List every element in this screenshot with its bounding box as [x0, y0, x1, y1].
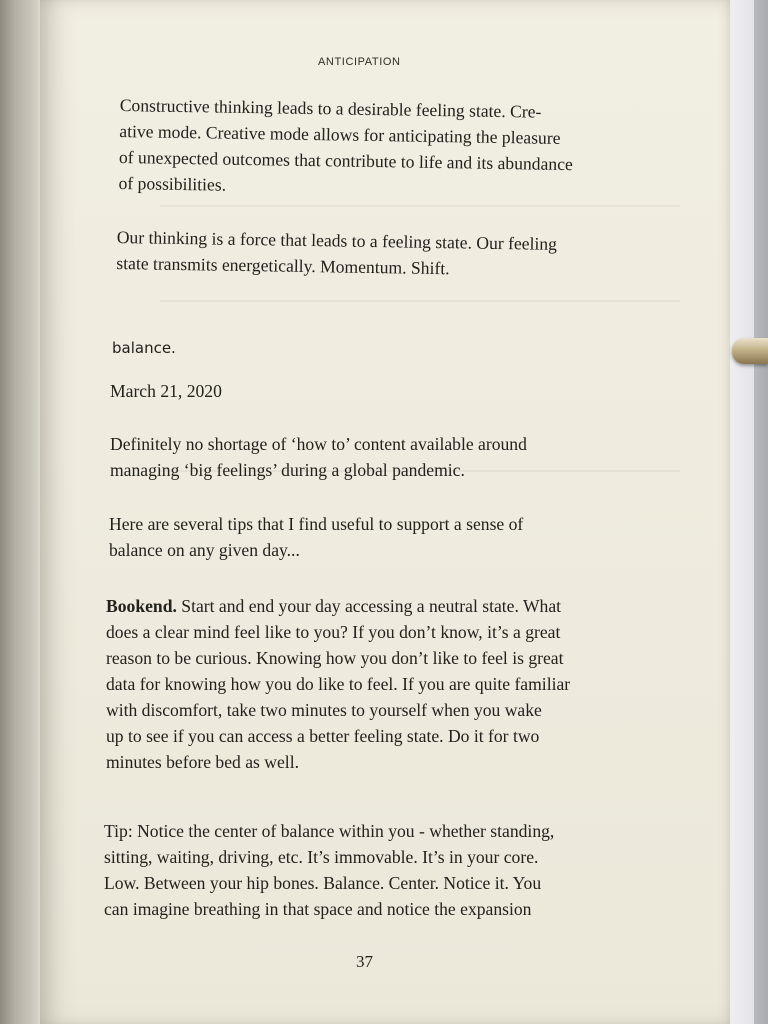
paragraph-thinking-force: Our thinking is a force that leads to a feeling state. Our feeling state transmits energetically. Momentum. Shift. — [116, 226, 558, 279]
bookend-text: Start and end your day accessing a neutral state. What does a clear mind feel like to you? If you don’t know, it’s a great reason to be curious. Knowing how you don’t like to feel is great data for knowing how you do like to feel. If you are quite familiar with discomfort, take two minutes to yourself when you wake up to see if you can access a better feeling state. Do it for two minutes before bed as well. — [106, 596, 571, 772]
show-through-line — [160, 205, 680, 207]
section-title: balance. — [112, 339, 176, 357]
book-gutter — [0, 0, 38, 1024]
page-number: 37 — [356, 952, 373, 971]
running-head: ANTICIPATION — [318, 56, 401, 68]
entry-date: March 21, 2020 — [110, 381, 222, 401]
paragraph-how-to: Definitely no shortage of ‘how to’ content available around managing ‘big feelings’ during a global pandemic. — [110, 434, 527, 480]
bookend-label: Bookend. — [106, 596, 177, 616]
paragraph-bookend — [106, 593, 570, 775]
pen-clip — [732, 338, 768, 364]
paragraph-tips-intro: Here are several tips that I find useful to support a sense of balance on any given day... — [109, 514, 524, 560]
paragraph-constructive-thinking: Constructive thinking leads to a desirable feeling state. Cre- ative mode. Creative mode allows for anticipating the pleasure of unexpected outcomes that contribute to life and its abundance of possibilities. — [118, 94, 573, 195]
background-edge — [754, 0, 768, 1024]
paragraph-tip: Tip: Notice the center of balance within you - whether standing, sitting, waiting, driving, etc. It’s immovable. It’s in your core. Low. Between your hip bones. Balance. Center. Notice it. You can imagine breathing in that space and notice the expansion — [104, 821, 555, 919]
show-through-line — [160, 300, 680, 302]
